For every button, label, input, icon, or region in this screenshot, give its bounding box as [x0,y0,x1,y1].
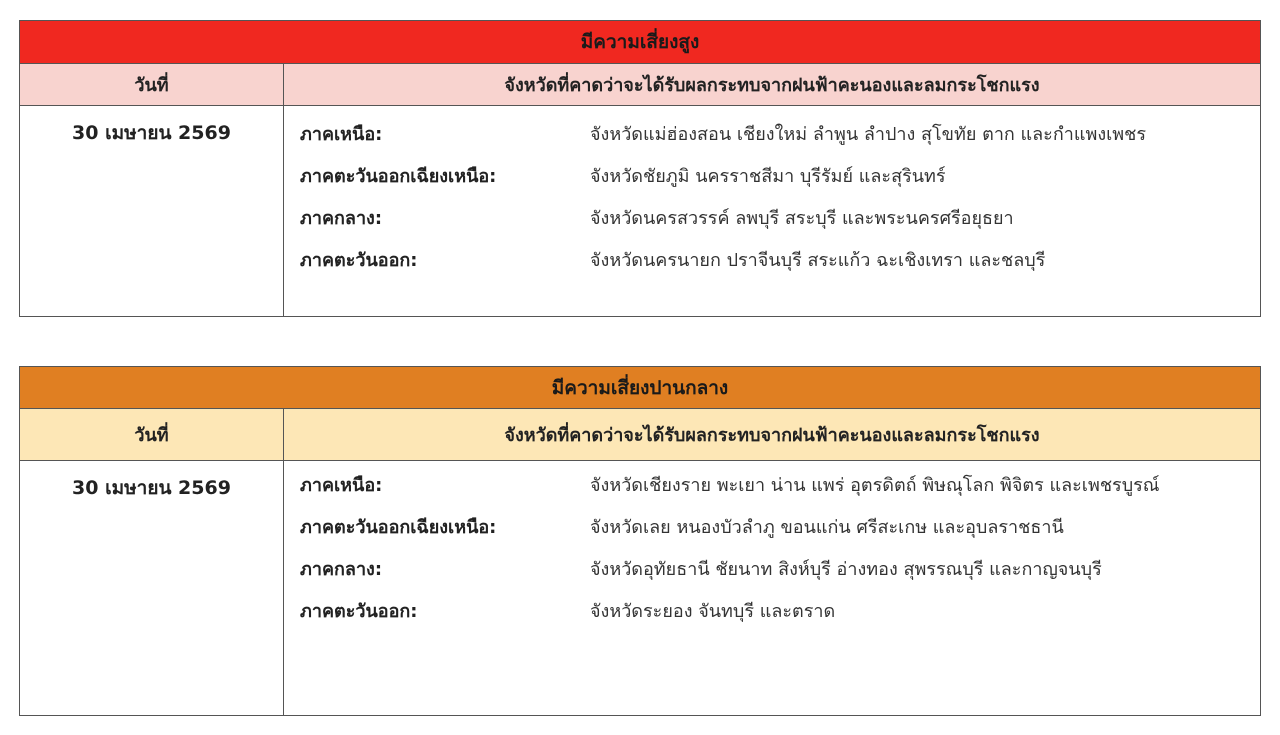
region-north [300,114,1260,156]
region-central [300,549,1260,591]
date-column-header: วันที่ [20,64,284,105]
region-provinces: จังหวัดเลย หนองบัวลำภู ขอนแก่น ศรีสะเกษ และอุบลราชธานี [590,517,1064,538]
risk-level-title: มีความเสี่ยงปานกลาง [20,367,1260,409]
region-east [300,591,1260,633]
region-name: ภาคเหนือ: [300,124,383,145]
region-name: ภาคกลาง: [300,208,383,229]
region-provinces: จังหวัดนครนายก ปราจีนบุรี สระแก้ว ฉะเชิงเทรา และชลบุรี [590,250,1046,271]
regions-cell [284,461,1260,715]
high-risk-table [19,20,1261,317]
region-provinces: จังหวัดอุทัยธานี ชัยนาท สิงห์บุรี อ่างทอง สุพรรณบุรี และกาญจนบุรี [590,559,1102,580]
region-name: ภาคตะวันออก: [300,250,418,271]
table-row [20,461,1260,715]
region-name: ภาคเหนือ: [300,475,383,496]
region-northeast [300,156,1260,198]
risk-level-title: มีความเสี่ยงสูง [20,21,1260,64]
date-column-header: วันที่ [20,409,284,460]
region-provinces: จังหวัดระยอง จันทบุรี และตราด [590,601,836,622]
region-provinces: จังหวัดเชียงราย พะเยา น่าน แพร่ อุตรดิตถ์ พิษณุโลก พิจิตร และเพชรบูรณ์ [590,475,1160,496]
medium-risk-table [19,366,1261,716]
provinces-column-header: จังหวัดที่คาดว่าจะได้รับผลกระทบจากฝนฟ้าคะนองและลมกระโชกแรง [504,75,1040,96]
region-northeast [300,507,1260,549]
region-east [300,240,1260,282]
date-cell: 30 เมษายน 2569 [20,106,284,316]
region-provinces: จังหวัดแม่ฮ่องสอน เชียงใหม่ ลำพูน ลำปาง สุโขทัย ตาก และกำแพงเพชร [590,124,1147,145]
table-header [20,64,1260,106]
region-north [300,465,1260,507]
region-name: ภาคกลาง: [300,559,383,580]
region-provinces: จังหวัดนครสวรรค์ ลพบุรี สระบุรี และพระนครศรีอยุธยา [590,208,1014,229]
regions-cell [284,106,1260,316]
region-name: ภาคตะวันออกเฉียงเหนือ: [300,517,497,538]
region-name: ภาคตะวันออก: [300,601,418,622]
table-row [20,106,1260,316]
provinces-column-header: จังหวัดที่คาดว่าจะได้รับผลกระทบจากฝนฟ้าคะนองและลมกระโชกแรง [504,425,1040,446]
region-provinces: จังหวัดชัยภูมิ นครราชสีมา บุรีรัมย์ และสุรินทร์ [590,166,946,187]
region-name: ภาคตะวันออกเฉียงเหนือ: [300,166,497,187]
region-central [300,198,1260,240]
table-header [20,409,1260,461]
date-cell: 30 เมษายน 2569 [20,461,284,715]
